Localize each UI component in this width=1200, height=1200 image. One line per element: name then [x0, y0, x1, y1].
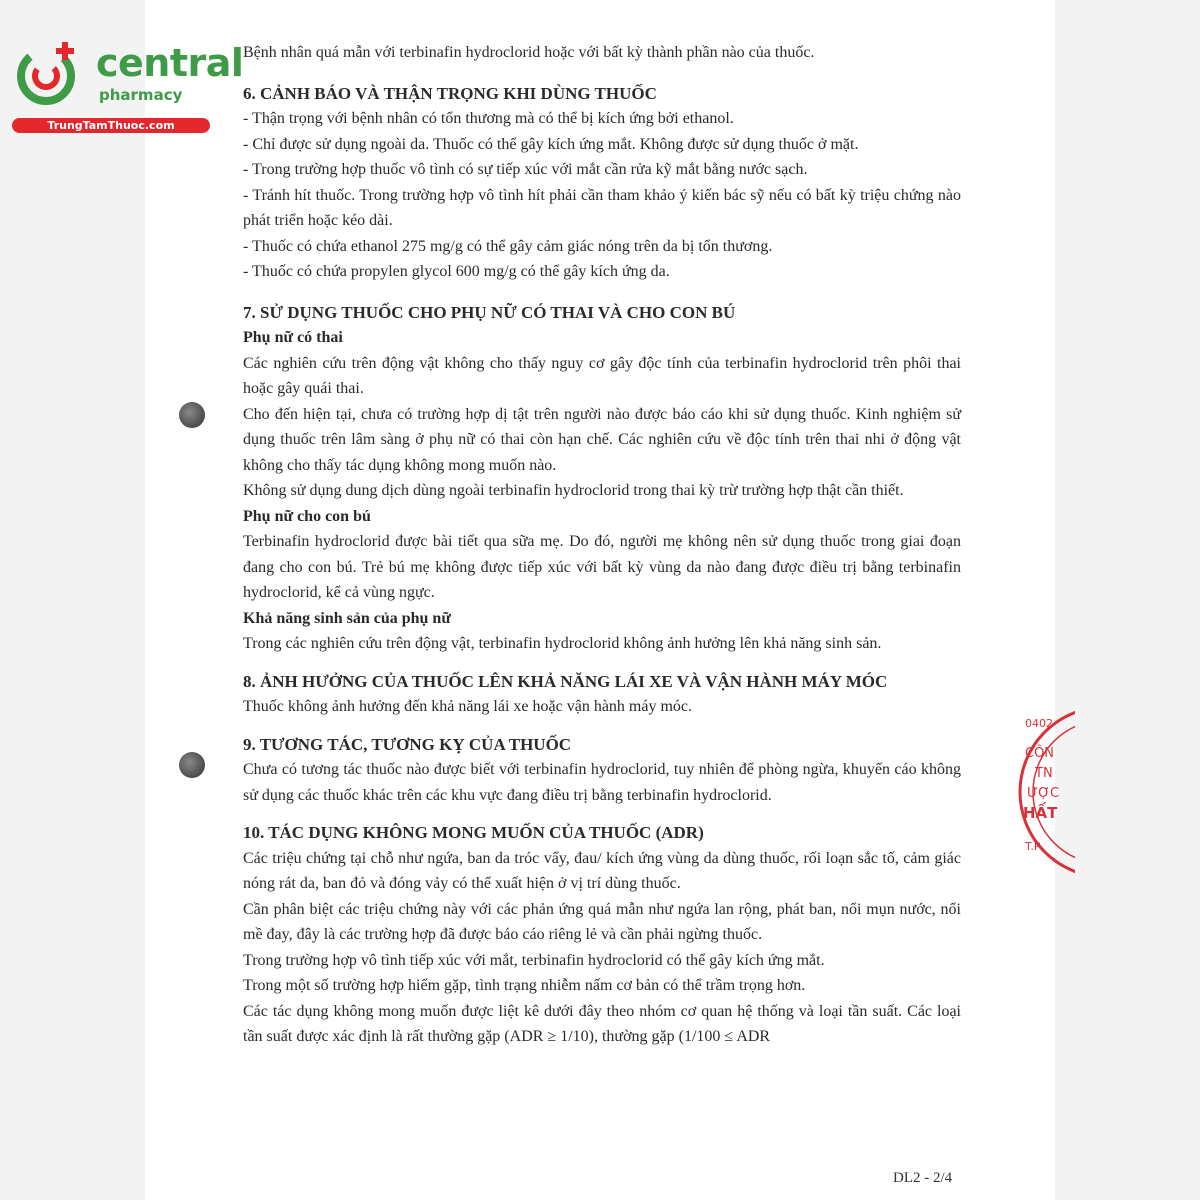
fertility-paragraph: Trong các nghiên cứu trên động vật, terbinafin hydroclorid không ảnh hưởng lên khả năng sinh sản.: [243, 635, 882, 652]
nursing-subheading: Phụ nữ cho con bú: [243, 507, 371, 525]
logo-subtitle: pharmacy: [99, 86, 183, 104]
adr-paragraph: Trong trường hợp vô tình tiếp xúc với mắt, terbinafin hydroclorid có thể gây kích ứng mắt.: [243, 951, 825, 969]
contraindication-text: Bệnh nhân quá mẫn với terbinafin hydroclorid hoặc với bất kỳ thành phần nào của thuốc.: [243, 44, 815, 61]
adr-paragraph: Trong một số trường hợp hiếm gặp, tình trạng nhiễm nấm cơ bản có thể trầm trọng hơn.: [243, 977, 806, 994]
section-8-title: 8. ẢNH HƯỞNG CỦA THUỐC LÊN KHẢ NĂNG LÁI XE VÀ VẬN HÀNH MÁY MÓC: [243, 671, 888, 691]
punch-hole-upper: [179, 402, 205, 428]
warning-line: - Chỉ được sử dụng ngoài da. Thuốc có thể gây kích ứng mắt. Không được sử dụng thuốc ở mặt.: [243, 135, 859, 153]
warning-line: - Thận trọng với bệnh nhân có tổn thương mà có thể bị kích ứng bởi ethanol.: [243, 110, 734, 127]
warning-line: - Thuốc có chứa propylen glycol 600 mg/g có thể gây kích ứng da.: [243, 263, 670, 280]
pregnant-paragraph: Các nghiên cứu trên động vật không cho thấy nguy cơ gây độc tính của terbinafin hydroclorid trên phôi thai hoặc gây quái thai.: [243, 354, 961, 397]
section-7-title: 7. SỬ DỤNG THUỐC CHO PHỤ NỮ CÓ THAI VÀ CHO CON BÚ: [243, 302, 736, 322]
logo-name: central: [96, 41, 244, 85]
stamp-line-5: HẤT: [1023, 804, 1058, 822]
adr-paragraph: Các tác dụng không mong muốn được liệt kê dưới đây theo nhóm cơ quan hệ thống và loại tần suất. Các loại tần suất được xác định là rất thường gặp (ADR ≥ 1/10), thường gặp (1/100 ≤ ADR: [243, 1002, 961, 1045]
section-6-title: 6. CẢNH BÁO VÀ THẬN TRỌNG KHI DÙNG THUỐC: [243, 83, 657, 103]
warning-line: - Trong trường hợp thuốc vô tình có sự tiếp xúc với mắt cần rửa kỹ mắt bằng nước sạch.: [243, 161, 808, 178]
stamp-line-2: CÔN: [1025, 746, 1055, 761]
stamp-line-6: T.P: [1025, 840, 1041, 853]
pregnant-paragraph: Không sử dụng dung dịch dùng ngoài terbinafin hydroclorid trong thai kỳ trừ trường hợp thật cần thiết.: [243, 482, 904, 499]
stamp-line-3: TN: [1035, 766, 1053, 781]
stamp-line-1: 0402: [1025, 717, 1053, 730]
warning-line: - Tránh hít thuốc. Trong trường hợp vô tình hít phải cần tham khảo ý kiến bác sỹ nếu có bất kỳ triệu chứng nào phát triển hoặc kéo dài.: [243, 186, 961, 229]
page-number: DL2 - 2/4: [893, 1170, 953, 1186]
pregnant-subheading: Phụ nữ có thai: [243, 329, 343, 346]
company-stamp: [1015, 700, 1075, 885]
section-9-title: 9. TƯƠNG TÁC, TƯƠNG KỴ CỦA THUỐC: [243, 734, 572, 754]
pregnant-paragraph: Cho đến hiện tại, chưa có trường hợp dị tật trên người nào được báo cáo khi sử dụng thuốc. Kinh nghiệm sử dụng thuốc trên lâm sàng ở phụ nữ có thai còn hạn chế. Các nghiên cứu về độc tính trên thai nhi ở động vật không cho thấy tác dụng không mong muốn nào.: [243, 405, 961, 474]
punch-hole-lower: [179, 752, 205, 778]
nursing-paragraph: Terbinafin hydroclorid được bài tiết qua sữa mẹ. Do đó, người mẹ không nên sử dụng thuốc trong giai đoạn đang cho con bú. Trẻ bú mẹ không được tiếp xúc với bất kỳ vùng da nào đang được điều trị bằng terbinafin hydroclorid, kể cả vùng ngực.: [243, 533, 961, 601]
stamp-line-4: ƯỢC: [1027, 786, 1060, 801]
interaction-paragraph: Chưa có tương tác thuốc nào được biết với terbinafin hydroclorid, tuy nhiên để phòng ngừa, khuyến cáo không sử dụng các thuốc khác trên các khu vực đang điều trị bằng terbinafin hydroclorid.: [243, 761, 961, 804]
section-10-title: 10. TÁC DỤNG KHÔNG MONG MUỐN CỦA THUỐC (ADR): [243, 823, 704, 842]
fertility-subheading: Khả năng sinh sản của phụ nữ: [243, 609, 451, 627]
adr-paragraph: Các triệu chứng tại chỗ như ngứa, ban da tróc vẩy, đau/ kích ứng vùng da dùng thuốc, rối loạn sắc tố, cảm giác nóng rát da, ban đỏ và đóng vảy có thể xuất hiện ở vị trí dùng thuốc.: [243, 849, 961, 892]
adr-paragraph: Cần phân biệt các triệu chứng này với các phản ứng quá mẫn như ngứa lan rộng, phát ban, nổi mụn nước, nổi mề đay, đây là các trường hợp đã được báo cáo riêng lẻ và cần phải ngừng thuốc.: [243, 900, 961, 943]
warning-line: - Thuốc có chứa ethanol 275 mg/g có thể gây cảm giác nóng trên da bị tổn thương.: [243, 237, 773, 255]
driving-paragraph: Thuốc không ảnh hưởng đến khả năng lái xe hoặc vận hành máy móc.: [243, 698, 693, 715]
logo-site-url: TrungTamThuoc.com: [12, 118, 210, 133]
document-body: [243, 40, 961, 1050]
pharmacy-cross-icon: [10, 38, 82, 110]
central-pharmacy-logo[interactable]: [10, 38, 244, 138]
